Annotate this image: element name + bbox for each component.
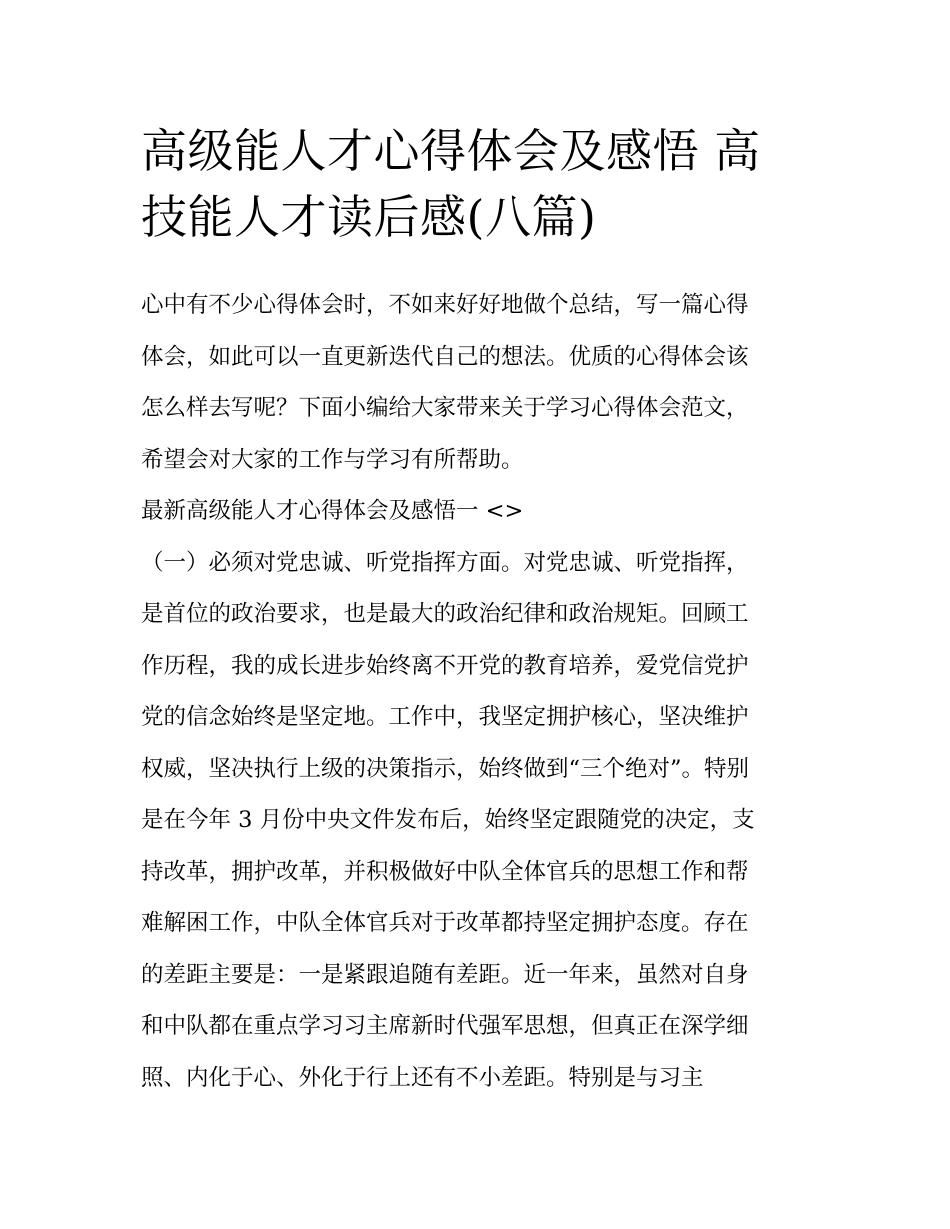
document-title	[141, 118, 811, 250]
section-line: 持改革，拥护改革，并积极做好中队全体官兵的思想工作和帮	[141, 858, 749, 885]
section-line: 党的信念始终是坚定地。工作中，我坚定拥护核心，坚决维护	[141, 704, 749, 730]
section-line: 作历程，我的成长进步始终离不开党的教育培养，爱党信党护	[141, 652, 749, 679]
intro-line: 希望会对大家的工作与学习有所帮助。	[141, 446, 524, 473]
section-line: 权威，坚决执行上级的决策指示，始终做到“三个绝对”。特别	[141, 755, 750, 782]
section-line: 是首位的政治要求，也是最大的政治纪律和政治规矩。回顾工	[141, 601, 749, 627]
intro-line: 体会，如此可以一直更新迭代自己的想法。优质的心得体会该	[141, 343, 749, 370]
intro-line: 心中有不少心得体会时，不如来好好地做个总结，写一篇心得	[141, 292, 749, 318]
section-line: （一）必须对党忠诚、听党指挥方面。对党忠诚、听党指挥，	[141, 549, 749, 576]
section-line: 的差距主要是：一是紧跟追随有差距。近一年来，虽然对自身	[141, 961, 749, 988]
section-line: 是在今年 3 月份中央文件发布后，始终坚定跟随党的决定，支	[141, 807, 755, 833]
section-line: 和中队都在重点学习习主席新时代强军思想，但真正在深学细	[141, 1013, 749, 1039]
title-line: 技能人才读后感(八篇)	[141, 190, 597, 244]
section-heading: 最新高级能人才心得体会及感悟一 <>	[141, 498, 524, 524]
document-body	[141, 280, 821, 1104]
section-line: 难解困工作，中队全体官兵对于改革都持坚定拥护态度。存在	[141, 910, 749, 936]
section-line: 照、内化于心、外化于行上还有不小差距。特别是与习主	[141, 1064, 704, 1091]
title-line: 高级能人才心得体会及感悟 高	[141, 124, 761, 178]
intro-line: 怎么样去写呢？下面小编给大家带来关于学习心得体会范文，	[141, 395, 749, 421]
